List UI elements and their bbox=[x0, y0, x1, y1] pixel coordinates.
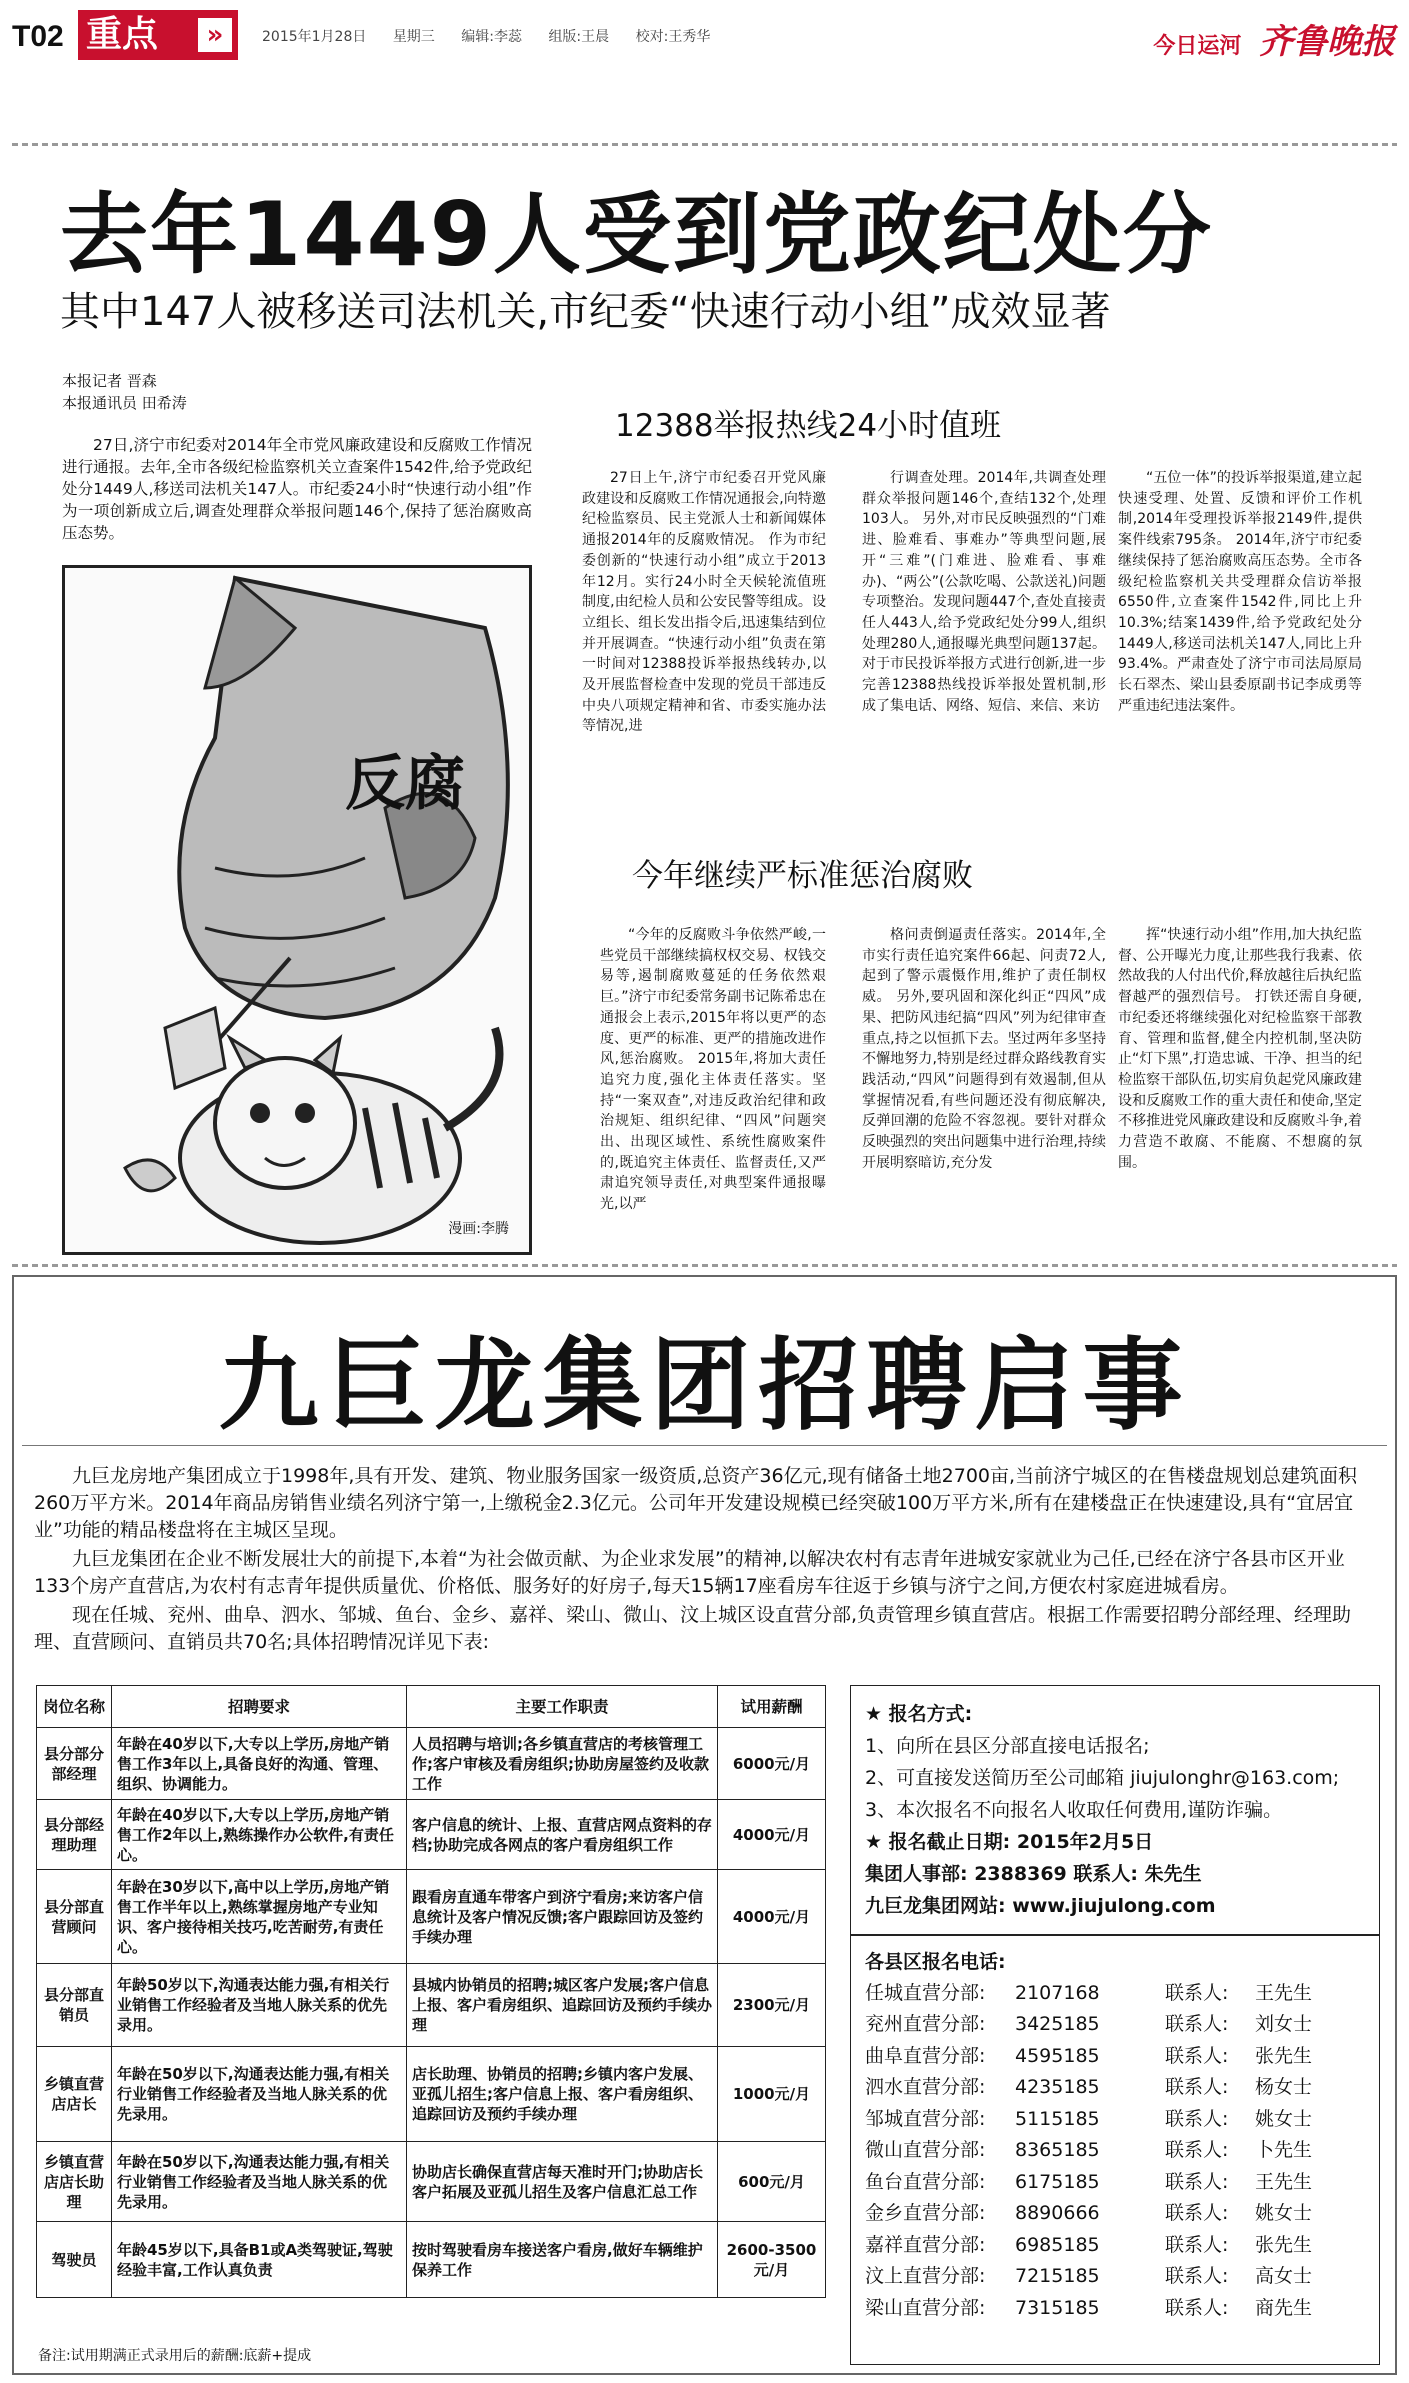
table-row bbox=[37, 2222, 826, 2298]
branch-name: 梁山直营分部: bbox=[865, 2296, 986, 2319]
contact-label: 联系人: bbox=[1165, 2265, 1229, 2287]
job-salary: 4000元/月 bbox=[718, 1870, 826, 1964]
recruitment-ad bbox=[12, 1275, 1397, 2375]
job-requirements: 年龄在50岁以下,沟通表达能力强,有相关行业销售工作经验者及当地人脉关系的优先录用。 bbox=[112, 2142, 407, 2222]
cartoon-credit: 漫画:李腾 bbox=[448, 1221, 509, 1237]
contact-name: 杨女士 bbox=[1255, 2076, 1313, 2098]
branch-phone: 5115185 bbox=[1015, 2107, 1100, 2130]
list-item bbox=[865, 2230, 1365, 2262]
job-position: 驾驶员 bbox=[37, 2222, 112, 2298]
list-item bbox=[865, 1978, 1365, 2010]
job-salary: 2600-3500元/月 bbox=[718, 2222, 826, 2298]
article-subhead-strict: 今年继续严标准惩治腐败 bbox=[632, 858, 973, 894]
ad-intro-paragraph: 现在任城、兖州、曲阜、泗水、邹城、鱼台、金乡、嘉祥、梁山、微山、汶上城区设直营分部,负责管理乡镇直营店。根据工作需要招聘分部经理、经理助理、直营顾问、直销员共70名;具体招聘情况详见下表: bbox=[34, 1604, 1352, 1653]
contact-name: 王先生 bbox=[1255, 2170, 1313, 2193]
branch-name: 金乡直营分部: bbox=[865, 2202, 986, 2224]
branch-name: 鱼台直营分部: bbox=[865, 2170, 986, 2193]
contact-name: 张先生 bbox=[1255, 2233, 1313, 2256]
job-position: 乡镇直营店店长助理 bbox=[37, 2142, 112, 2222]
layout-credit: 组版:王晨 bbox=[548, 29, 610, 45]
registration-deadline: ★ 报名截止日期: 2015年2月5日 bbox=[865, 1831, 1154, 1853]
byline bbox=[62, 370, 187, 414]
article-column-4: “今年的反腐败斗争依然严峻,一些党员干部继续搞权权交易、权钱交易等,遏制腐败蔓延的任务依然艰巨。”济宁市纪委常务副书记陈希忠在通报会上表示,2015年将以更严的态度、更严的标准、更严的措施改进作风,惩治腐败。 2015年,将加大责任追究力度,强化主体责任落实。坚持“一案双查”,对违反政治纪律和政治规矩、组织纪律、“四风”问题突出、出现区域性、系统性腐败案件的,既追究主体责任、监督责任,又严肃追究领导责任,对典型案件通报曝光,以严 bbox=[600, 927, 826, 1213]
page-header bbox=[0, 0, 1409, 70]
col-header-salary: 试用薪酬 bbox=[718, 1686, 826, 1728]
article-lead: 27日,济宁市纪委对2014年全市党风廉政建设和反腐败工作情况进行通报。去年,全市各级纪检监察机关立查案件1542件,给予党政纪处分1449人,移送司法机关147人。市纪委24小时“快速行动小组”作为一项创新成立后,调查处理群众举报问题146个,保持了惩治腐败高压态势。 bbox=[62, 436, 532, 542]
branch-phone: 4595185 bbox=[1015, 2044, 1100, 2067]
issue-weekday: 星期三 bbox=[392, 29, 435, 45]
list-item bbox=[865, 2041, 1365, 2073]
job-requirements: 年龄45岁以下,具备B1或A类驾驶证,驾驶经验丰富,工作认真负责 bbox=[112, 2222, 407, 2298]
article-column-5: 格问责倒逼责任落实。2014年,全市实行责任追究案件66起、问责72人,起到了警示震慑作用,维护了责任制权威。 另外,要巩固和深化纠正“四风”成果、把防风违纪搞“四风”列为纪律审查重点,持之以恒抓下去。坚过两年多坚持不懈地努力,特别是经过群众路线教育实践活动,“四风”问题得到有效遏制,但从掌握情况看,有些问题还没有彻底解决,反弹回潮的危险不容忽视。要针对群众反映强烈的突出问题集中进行治理,持续开展明察暗访,充分发 bbox=[862, 927, 1106, 1171]
contact-label: 联系人: bbox=[1165, 2170, 1229, 2193]
double-chevron-icon: » bbox=[198, 18, 232, 52]
fist-and-tiger-illustration bbox=[65, 568, 529, 1252]
registration-step-email[interactable]: 2、可直接发送简历至公司邮箱 jiujulonghr@163.com; bbox=[865, 1767, 1340, 1789]
job-position: 乡镇直营店店长 bbox=[37, 2047, 112, 2142]
contact-name: 高女士 bbox=[1255, 2265, 1313, 2287]
col-header-requirements: 招聘要求 bbox=[112, 1686, 407, 1728]
registration-info bbox=[851, 1686, 1379, 1928]
job-position: 县分部直销员 bbox=[37, 1964, 112, 2047]
list-item bbox=[865, 2167, 1365, 2199]
branch-name: 邹城直营分部: bbox=[865, 2107, 986, 2130]
registration-heading: ★ 报名方式: bbox=[865, 1703, 973, 1725]
ad-title-divider bbox=[22, 1445, 1387, 1446]
article-subheadline: 其中147人被移送司法机关,市纪委“快速行动小组”成效显著 bbox=[60, 289, 1111, 335]
section-label: 重点 bbox=[86, 14, 159, 55]
contact-label: 联系人: bbox=[1165, 2013, 1229, 2035]
branch-phone: 8890666 bbox=[1015, 2202, 1100, 2224]
article-column-2: 行调查处理。2014年,共调查处理群众举报问题146个,查结132个,处理103人。 另外,对市民反映强烈的“门难进、脸难看、事难办”等典型问题,展开“三难”(门难进、脸难看、事难办)、“两公”(公款吃喝、公款送礼)问题专项整治。发现问题447个,查处直接责任人443人,给予党政纪处分99人,组织处理280人,通报曝光典型问题137起。 对于市民投诉举报方式进行创新,进一步完善12388热线投诉举报处置机制,形成了集电话、网络、短信、来信、来访 bbox=[862, 470, 1106, 714]
article-column-3: “五位一体”的投诉举报渠道,建立起快速受理、处置、反馈和评价工作机制,2014年受理投诉举报2149件,提供案件线索795条。 2014年,济宁市纪委继续保持了惩治腐败高压态势。全市各级纪检监察机关共受理群众信访举报6550件,立查案件1542件,同比上升10.3%;结案1439件,给予党政纪处分1449人,移送司法机关147人,同比上升93.4%。严肃查处了济宁市司法局原局长石翠杰、梁山县委原副书记李成勇等严重违纪违法案件。 bbox=[1118, 470, 1362, 714]
job-duties: 人员招聘与培训;各乡镇直营店的考核管理工作;客户审核及看房组织;协助房屋签约及收款工作 bbox=[407, 1728, 718, 1800]
branch-name: 曲阜直营分部: bbox=[865, 2044, 986, 2067]
branch-name: 兖州直营分部: bbox=[865, 2013, 986, 2035]
newspaper-logo: 齐鲁晚报 bbox=[1259, 22, 1395, 62]
job-salary: 2300元/月 bbox=[718, 1964, 826, 2047]
byline-correspondent: 本报通讯员 田希涛 bbox=[62, 394, 187, 412]
job-salary: 1000元/月 bbox=[718, 2047, 826, 2142]
contact-name: 张先生 bbox=[1255, 2044, 1313, 2067]
job-position: 县分部经理助理 bbox=[37, 1800, 112, 1870]
branch-name: 任城直营分部: bbox=[865, 1981, 986, 2004]
job-salary: 4000元/月 bbox=[718, 1800, 826, 1870]
proof-credit: 校对:王秀华 bbox=[635, 29, 711, 45]
job-duties: 按时驾驶看房车接送客户看房,做好车辆维护保养工作 bbox=[407, 2222, 718, 2298]
contact-label: 联系人: bbox=[1165, 2202, 1229, 2224]
branch-phone: 2107168 bbox=[1015, 1981, 1100, 2004]
header-divider bbox=[12, 143, 1397, 146]
branch-phone: 3425185 bbox=[1015, 2013, 1100, 2035]
contact-name: 姚女士 bbox=[1255, 2107, 1313, 2130]
branch-list-heading: 各县区报名电话: bbox=[865, 1950, 1006, 1973]
page-number: T02 bbox=[12, 20, 64, 53]
table-row bbox=[37, 1870, 826, 1964]
registration-step: 1、向所在县区分部直接电话报名; bbox=[865, 1735, 1150, 1757]
section-tag bbox=[78, 10, 238, 60]
contact-label: 联系人: bbox=[1165, 2296, 1229, 2319]
contact-label: 联系人: bbox=[1165, 2044, 1229, 2067]
issue-meta bbox=[262, 26, 732, 46]
column-tag: 今日运河 bbox=[1153, 34, 1242, 59]
list-item bbox=[865, 2009, 1365, 2041]
ad-divider bbox=[12, 1264, 1397, 1267]
branch-name: 泗水直营分部: bbox=[865, 2076, 986, 2098]
cartoon-caption-fanfu: 反腐 bbox=[345, 749, 465, 819]
job-duties: 协助店长确保直营店每天准时开门;协助店长客户拓展及亚孤儿招生及客户信息汇总工作 bbox=[407, 2142, 718, 2222]
job-salary: 600元/月 bbox=[718, 2142, 826, 2222]
job-duties: 县城内协销员的招聘;城区客户发展;客户信息上报、客户看房组织、追踪回访及预约手续办理 bbox=[407, 1964, 718, 2047]
branch-phone: 6175185 bbox=[1015, 2170, 1100, 2193]
branch-name: 嘉祥直营分部: bbox=[865, 2233, 986, 2256]
salary-note: 备注:试用期满正式录用后的薪酬:底薪+提成 bbox=[38, 2348, 312, 2364]
contact-name: 王先生 bbox=[1255, 1981, 1313, 2004]
job-requirements: 年龄在50岁以下,沟通表达能力强,有相关行业销售工作经验者及当地人脉关系的优先录用。 bbox=[112, 2047, 407, 2142]
registration-box bbox=[850, 1685, 1380, 2365]
masthead bbox=[1153, 14, 1395, 63]
table-row bbox=[37, 1964, 826, 2047]
branch-name: 微山直营分部: bbox=[865, 2139, 986, 2161]
job-duties: 跟看房直通车带客户到济宁看房;来访客户信息统计及客户情况反馈;客户跟踪回访及签约手续办理 bbox=[407, 1870, 718, 1964]
branch-phone: 7315185 bbox=[1015, 2296, 1100, 2319]
job-duties: 客户信息的统计、上报、直营店网点资料的存档;协助完成各网点的客户看房组织工作 bbox=[407, 1800, 718, 1870]
job-table bbox=[36, 1685, 826, 2298]
branch-name: 汶上直营分部: bbox=[865, 2265, 986, 2287]
contact-name: 刘女士 bbox=[1255, 2013, 1313, 2035]
list-item bbox=[865, 2135, 1365, 2167]
article-subhead-hotline: 12388举报热线24小时值班 bbox=[615, 408, 1002, 444]
contact-label: 联系人: bbox=[1165, 2139, 1229, 2161]
article-headline: 去年1449人受到党政纪处分 bbox=[60, 183, 1213, 286]
table-row bbox=[37, 2142, 826, 2222]
branch-phone: 7215185 bbox=[1015, 2265, 1100, 2287]
contact-name: 卜先生 bbox=[1255, 2139, 1313, 2161]
job-requirements: 年龄在40岁以下,大专以上学历,房地产销售工作3年以上,具备良好的沟通、管理、组织、协调能力。 bbox=[112, 1728, 407, 1800]
list-item bbox=[865, 2261, 1365, 2293]
branch-phone: 4235185 bbox=[1015, 2076, 1100, 2098]
branch-phone: 8365185 bbox=[1015, 2139, 1100, 2161]
ad-intro-paragraph: 九巨龙集团在企业不断发展壮大的前提下,本着“为社会做贡献、为企业求发展”的精神,以解决农村有志青年进城安家就业为己任,已经在济宁各县市区开业133个房产直营店,为农村有志青年提供质量优、价格低、服务好的好房子,每天15辆17座看房车往返于乡镇与济宁之间,方便农村家庭进城看房。 bbox=[34, 1548, 1345, 1597]
branch-phone-list bbox=[851, 1936, 1379, 2335]
table-header-row bbox=[37, 1686, 826, 1728]
list-item bbox=[865, 2104, 1365, 2136]
ad-title: 九巨龙集团招聘启事 bbox=[218, 1326, 1191, 1444]
ad-intro bbox=[34, 1463, 1378, 1658]
contact-name: 姚女士 bbox=[1255, 2202, 1313, 2224]
list-item bbox=[865, 2072, 1365, 2104]
contact-label: 联系人: bbox=[1165, 2076, 1229, 2098]
editor-credit: 编辑:李蕊 bbox=[461, 29, 522, 45]
byline-reporter: 本报记者 晋森 bbox=[62, 372, 157, 390]
col-header-duties: 主要工作职责 bbox=[407, 1686, 718, 1728]
table-row bbox=[37, 1728, 826, 1800]
job-position: 县分部分部经理 bbox=[37, 1728, 112, 1800]
article-column-1: 27日上午,济宁市纪委召开党风廉政建设和反腐败工作情况通报会,向特邀纪检监察员、民主党派人士和新闻媒体通报2014年的反腐败情况。 作为市纪委创新的“快速行动小组”成立于2013年12月。实行24小时全天候轮流值班制度,由纪检人员和公安民警等组成。设立组长、组长发出指令后,迅速集结到位并开展调查。“快速行动小组”负责在第一时间对12388投诉举报热线转办,以及开展监督检查中发现的党员干部违反中央八项规定精神和省、市委实施办法等情况,进 bbox=[582, 470, 826, 735]
branch-phone: 6985185 bbox=[1015, 2233, 1100, 2256]
job-salary: 6000元/月 bbox=[718, 1728, 826, 1800]
contact-label: 联系人: bbox=[1165, 2233, 1229, 2256]
job-duties: 店长助理、协销员的招聘;乡镇内客户发展、亚孤儿招生;客户信息上报、客户看房组织、追踪回访及预约手续办理 bbox=[407, 2047, 718, 2142]
job-requirements: 年龄在40岁以下,大专以上学历,房地产销售工作2年以上,熟练操作办公软件,有责任心。 bbox=[112, 1800, 407, 1870]
list-item bbox=[865, 2293, 1365, 2325]
job-position: 县分部直营顾问 bbox=[37, 1870, 112, 1964]
table-row bbox=[37, 2047, 826, 2142]
table-row bbox=[37, 1800, 826, 1870]
job-requirements: 年龄在30岁以下,高中以上学历,房地产销售工作半年以上,熟练掌握房地产专业知识、客户接待相关技巧,吃苦耐劳,有责任心。 bbox=[112, 1870, 407, 1964]
job-requirements: 年龄50岁以下,沟通表达能力强,有相关行业销售工作经验者及当地人脉关系的优先录用。 bbox=[112, 1964, 407, 2047]
anti-corruption-cartoon bbox=[62, 565, 532, 1255]
issue-date: 2015年1月28日 bbox=[262, 29, 367, 45]
list-item bbox=[865, 2198, 1365, 2230]
article-column-6: 挥“快速行动小组”作用,加大执纪监督、公开曝光力度,让那些我行我素、依然故我的人付出代价,释放越往后执纪监督越严的强烈信号。 打铁还需自身硬,市纪委还将继续强化对纪检监察干部教育、管理和监督,健全内控机制,坚决防止“灯下黑”,打造忠诚、干净、担当的纪检监察干部队伍,切实肩负起党风廉政建设和反腐败工作的重大责任和使命,坚定不移推进党风廉政建设和反腐败斗争,着力营造不敢腐、不能腐、不想腐的氛围。 bbox=[1118, 927, 1362, 1171]
contact-name: 商先生 bbox=[1255, 2296, 1313, 2319]
hr-contact: 集团人事部: 2388369 联系人: 朱先生 bbox=[865, 1863, 1202, 1885]
col-header-position: 岗位名称 bbox=[37, 1686, 112, 1728]
registration-step: 3、本次报名不向报名人收取任何费用,谨防诈骗。 bbox=[865, 1799, 1283, 1821]
company-website[interactable]: 九巨龙集团网站: www.jiujulong.com bbox=[865, 1895, 1216, 1917]
contact-label: 联系人: bbox=[1165, 2107, 1229, 2130]
contact-label: 联系人: bbox=[1165, 1981, 1229, 2004]
ad-intro-paragraph: 九巨龙房地产集团成立于1998年,具有开发、建筑、物业服务国家一级资质,总资产36亿元,现有储备土地2700亩,当前济宁城区的在售楼盘规划总建筑面积260万平方米。2014年商品房销售业绩名列济宁第一,上缴税金2.3亿元。公司年开发建设规模已经突破100万平方米,所有在建楼盘正在快速建设,具有“宜居宜业”功能的精品楼盘将在主城区呈现。 bbox=[34, 1465, 1358, 1541]
